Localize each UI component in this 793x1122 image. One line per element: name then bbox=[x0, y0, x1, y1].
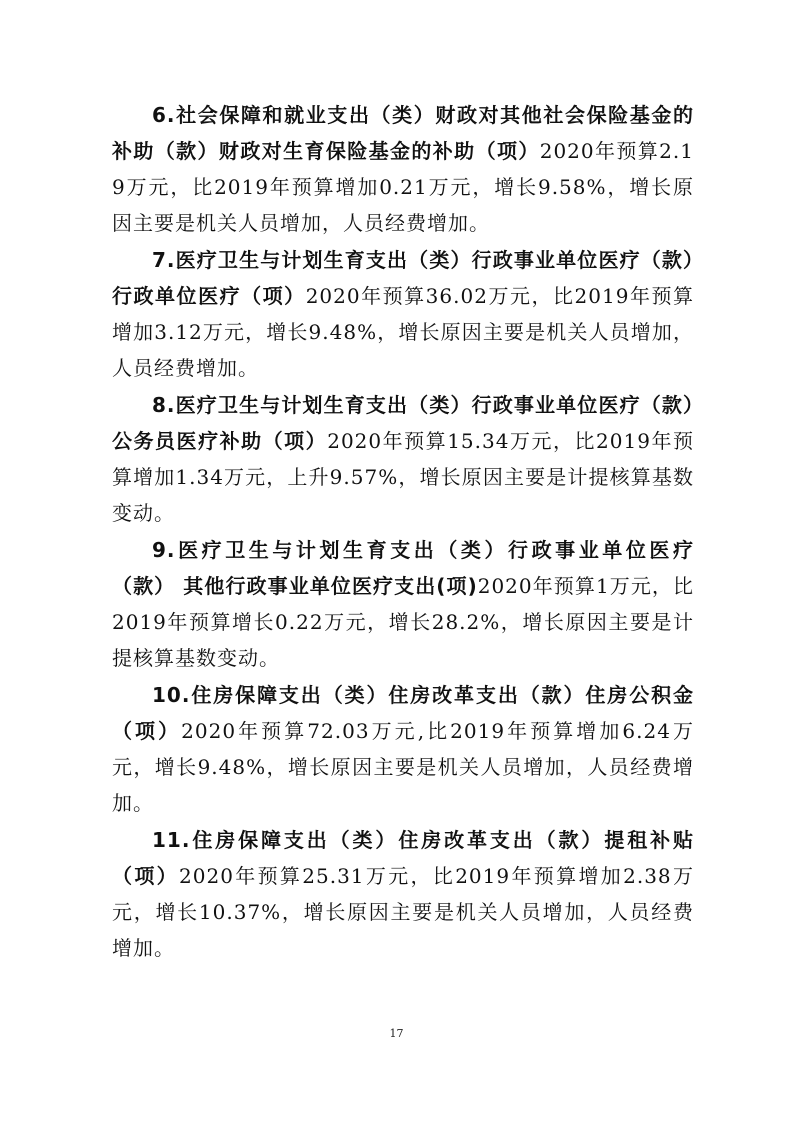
paragraph-item-11 bbox=[112, 822, 694, 966]
paragraph-item-7 bbox=[112, 242, 694, 386]
paragraph-heading: 8.医疗卫生与计划生育支出（类）行政事业单位医疗（款）公务员医疗补助（项） bbox=[112, 393, 694, 453]
paragraph-text: 2020年预算15.34万元，比2019年预算增加1.34万元，上升9.57%，增长原因主要是计提核算基数变动。 bbox=[112, 429, 695, 525]
paragraph-item-10 bbox=[112, 677, 694, 821]
paragraph-item-9 bbox=[112, 532, 694, 676]
paragraph-item-6 bbox=[112, 97, 694, 241]
paragraph-heading: 6.社会保障和就业支出（类）财政对其他社会保险基金的补助（款）财政对生育保险基金的补助（项） bbox=[112, 103, 694, 163]
paragraph-heading: 11.住房保障支出（类）住房改革支出（款）提租补贴（项） bbox=[112, 828, 694, 888]
page-body bbox=[112, 97, 694, 966]
paragraph-text: 2020年预算25.31万元，比2019年预算增加2.38万元，增长10.37%，增长原因主要是机关人员增加，人员经费增加。 bbox=[112, 864, 694, 960]
paragraph-heading: 7.医疗卫生与计划生育支出（类）行政事业单位医疗（款）行政单位医疗（项） bbox=[112, 248, 694, 308]
paragraph-text: 2020年预算36.02万元，比2019年预算增加3.12万元，增长9.48%，增长原因主要是机关人员增加，人员经费增加。 bbox=[112, 284, 694, 380]
paragraph-heading: 10.住房保障支出（类）住房改革支出（款）住房公积金（项） bbox=[112, 683, 694, 743]
paragraph-text: 2020年预算72.03万元,比2019年预算增加6.24万元，增长9.48%，增长原因主要是机关人员增加，人员经费增加。 bbox=[112, 719, 694, 815]
paragraph-text: 2020年预算2.19万元，比2019年预算增加0.21万元，增长9.58%，增长原因主要是机关人员增加，人员经费增加。 bbox=[112, 139, 694, 235]
paragraph-text: 2020年预算1万元，比2019年预算增长0.22万元，增长28.2%，增长原因主要是计提核算基数变动。 bbox=[112, 574, 694, 670]
paragraph-heading: 9.医疗卫生与计划生育支出（类）行政事业单位医疗（款） 其他行政事业单位医疗支出(项) bbox=[112, 538, 694, 598]
page-number: 17 bbox=[389, 1027, 404, 1040]
paragraph-item-8 bbox=[112, 387, 694, 531]
